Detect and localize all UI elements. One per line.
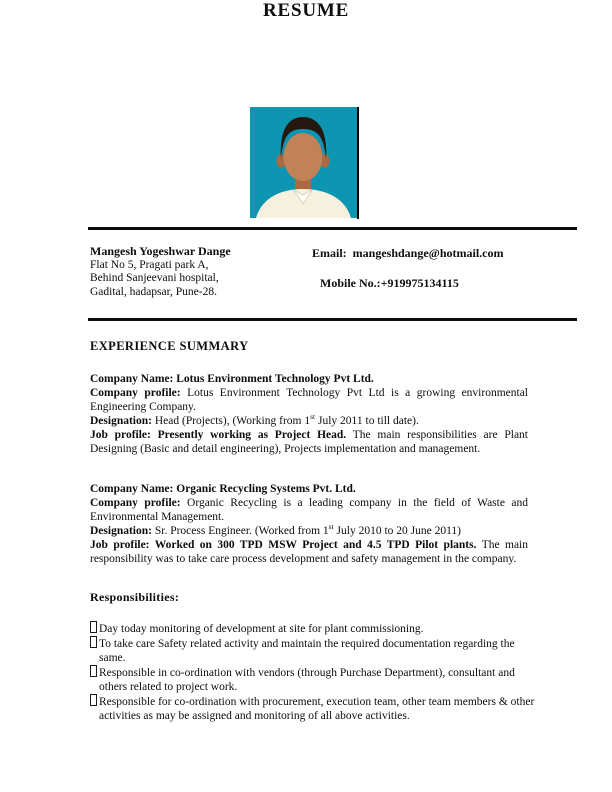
address-line: Behind Sanjeevani hospital, bbox=[90, 272, 219, 284]
email-address: mangeshdange@hotmail.com bbox=[352, 246, 504, 260]
bullet-box-icon bbox=[90, 636, 97, 648]
mobile-line: Mobile No.:+919975134115 bbox=[320, 276, 459, 290]
list-item: Responsible in co-ordination with vendors (through Purchase Department), consultant and others related to project work. bbox=[90, 665, 536, 694]
contact-block bbox=[90, 245, 231, 299]
bullet-box-icon bbox=[90, 694, 97, 706]
horizontal-rule-bottom bbox=[88, 318, 577, 321]
experience-summary-heading: EXPERIENCE SUMMARY bbox=[90, 339, 249, 353]
list-item: Day today monitoring of development at site for plant commissioning. bbox=[90, 621, 536, 636]
photo-right-border-line bbox=[357, 107, 359, 219]
email-label: Email: bbox=[312, 246, 347, 260]
company-name-line: Company Name: Lotus Environment Technology Pvt Ltd. bbox=[90, 373, 374, 385]
bullet-box-icon bbox=[90, 621, 97, 633]
address-line: Gadital, hadapsar, Pune-28. bbox=[90, 285, 217, 298]
email-line bbox=[312, 246, 504, 261]
company-name-line: Company Name: Organic Recycling Systems Pvt. Ltd. bbox=[90, 483, 356, 495]
company-block-lotus bbox=[90, 372, 528, 456]
job-profile-paragraph: Job profile: Presently working as Project Head. The main responsibilities are Plant Designing (Basic and detail engineering), Projects implementation and management. bbox=[90, 429, 528, 455]
designation-line: Designation: Head (Projects), (Working from 1st July 2011 to till date). bbox=[90, 412, 419, 427]
job-profile-paragraph: Job profile: Worked on 300 TPD MSW Project and 4.5 TPD Pilot plants. The main responsibility was to take care process development and safety management in the company. bbox=[90, 539, 529, 565]
company-profile-paragraph: Company profile: Organic Recycling is a leading company in the field of Waste and Environmental Management. bbox=[90, 497, 529, 523]
applicant-name: Mangesh Yogeshwar Dange bbox=[90, 244, 231, 258]
list-item: To take care Safety related activity and maintain the required documentation regarding the same. bbox=[90, 636, 536, 665]
applicant-photo-graphic bbox=[250, 107, 357, 218]
applicant-photo bbox=[250, 107, 357, 218]
responsibilities-list bbox=[90, 621, 536, 723]
list-item: Responsible for co-ordination with procurement, execution team, other team members & other activities as may be assigned and monitoring of all above activities. bbox=[90, 694, 536, 723]
company-block-organic bbox=[90, 482, 528, 566]
page-title: RESUME bbox=[262, 0, 350, 21]
address-line: Flat No 5, Pragati park A, bbox=[90, 258, 209, 271]
designation-line: Designation: Sr. Process Engineer. (Worked from 1st July 2010 to 20 June 2011) bbox=[90, 522, 462, 537]
photo-face bbox=[284, 133, 323, 181]
responsibilities-heading: Responsibilities: bbox=[90, 590, 180, 604]
company-profile-paragraph: Company profile: Lotus Environment Technology Pvt Ltd is a growing environmental Engineering Company. bbox=[90, 387, 529, 413]
horizontal-rule-top bbox=[88, 227, 577, 230]
bullet-box-icon bbox=[90, 665, 97, 677]
